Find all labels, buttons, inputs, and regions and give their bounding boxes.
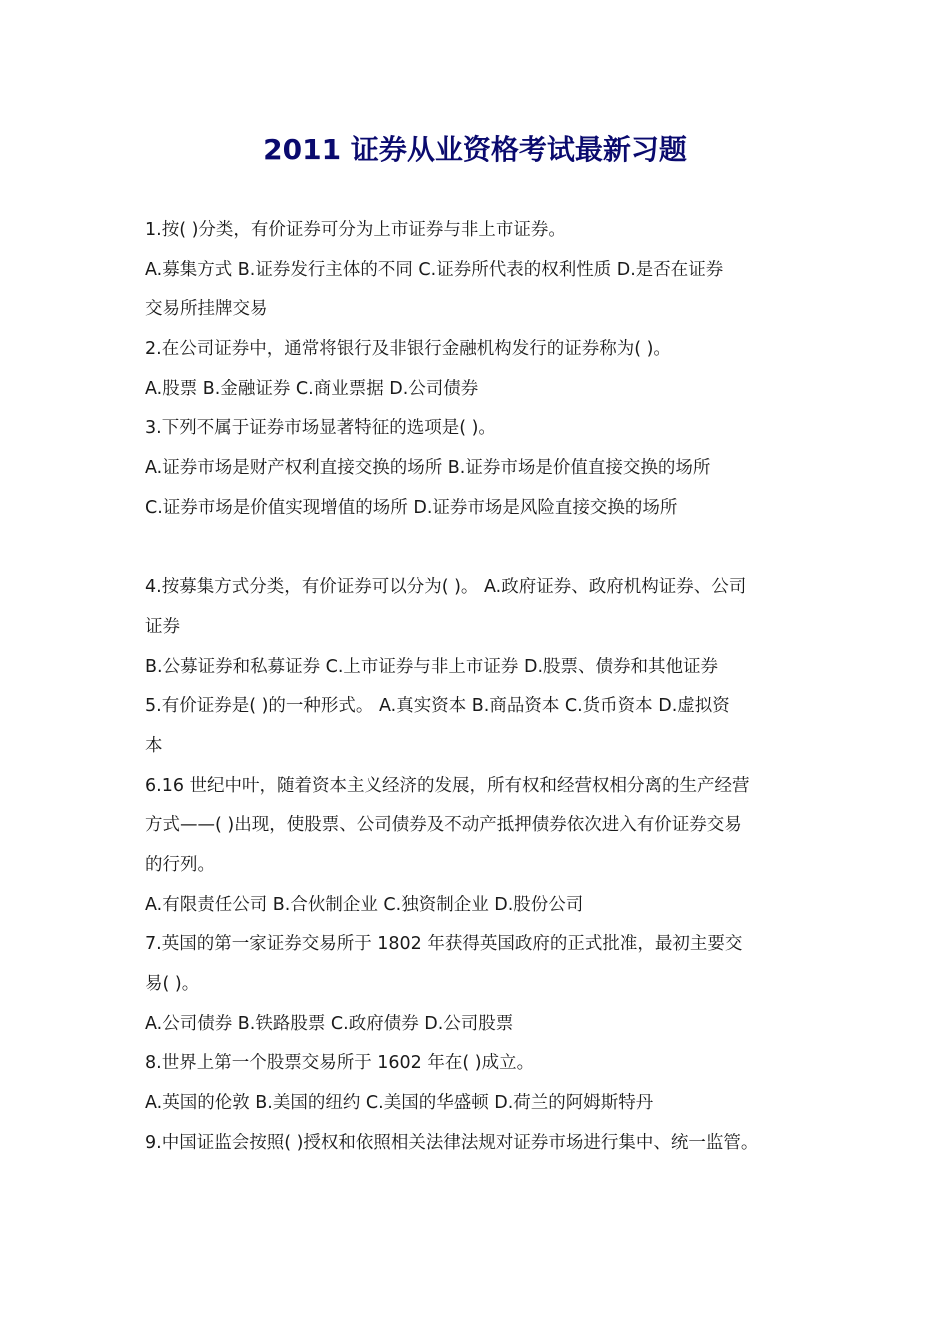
question-1-options: A.募集方式 B.证券发行主体的不同 C.证券所代表的权利性质 D.是否在证券 [145,259,724,280]
question-7-text-cont: 易( )。 [145,974,200,995]
document-title: 2011 证券从业资格考试最新习题 [263,133,687,166]
question-8-text: 8.世界上第一个股票交易所于 1602 年在( )成立。 [145,1053,535,1074]
question-9-text: 9.中国证监会按照( )授权和依照相关法律法规对证券市场进行集中、统一监管。 [145,1132,759,1153]
question-5-text-cont: 本 [145,735,163,756]
question-3-options-ab: A.证券市场是财产权利直接交换的场所 B.证券市场是价值直接交换的场所 [145,458,711,479]
question-1-options-cont: 交易所挂牌交易 [145,299,268,320]
document-body [145,211,820,1164]
question-6-text-cont: 方式——( )出现，使股票、公司债券及不动产抵押债券依次进入有价证券交易 [145,815,742,836]
question-2-options: A.股票 B.金融证券 C.商业票据 D.公司债券 [145,378,479,399]
question-8-options: A.英国的伦敦 B.美国的纽约 C.美国的华盛顿 D.荷兰的阿姆斯特丹 [145,1093,654,1114]
question-3-text: 3.下列不属于证券市场显著特征的选项是( )。 [145,418,496,439]
question-4-options: B.公募证券和私募证券 C.上市证券与非上市证券 D.股票、债券和其他证券 [145,656,719,677]
question-6-text: 6.16 世纪中叶，随着资本主义经济的发展，所有权和经营权相分离的生产经营 [145,775,750,796]
question-1-text: 1.按( )分类，有价证券可分为上市证券与非上市证券。 [145,220,566,240]
question-7-options: A.公司债券 B.铁路股票 C.政府债券 D.公司股票 [145,1013,514,1034]
blank-line [145,529,820,569]
question-5-text: 5.有价证券是( )的一种形式。 A.真实资本 B.商品资本 C.货币资本 D.虚拟资 [145,696,730,717]
question-2-text: 2.在公司证券中，通常将银行及非银行金融机构发行的证券称为( )。 [145,339,671,360]
question-6-options: A.有限责任公司 B.合伙制企业 C.独资制企业 D.股份公司 [145,894,584,915]
question-4-text-cont: 证券 [145,616,180,637]
question-7-text: 7.英国的第一家证券交易所于 1802 年获得英国政府的正式批准，最初主要交 [145,934,743,955]
question-3-options-cd: C.证券市场是价值实现增值的场所 D.证券市场是风险直接交换的场所 [145,497,678,518]
question-6-text-end: 的行列。 [145,855,215,875]
question-4-text: 4.按募集方式分类，有价证券可以分为( )。 A.政府证券、政府机构证券、公司 [145,577,747,598]
